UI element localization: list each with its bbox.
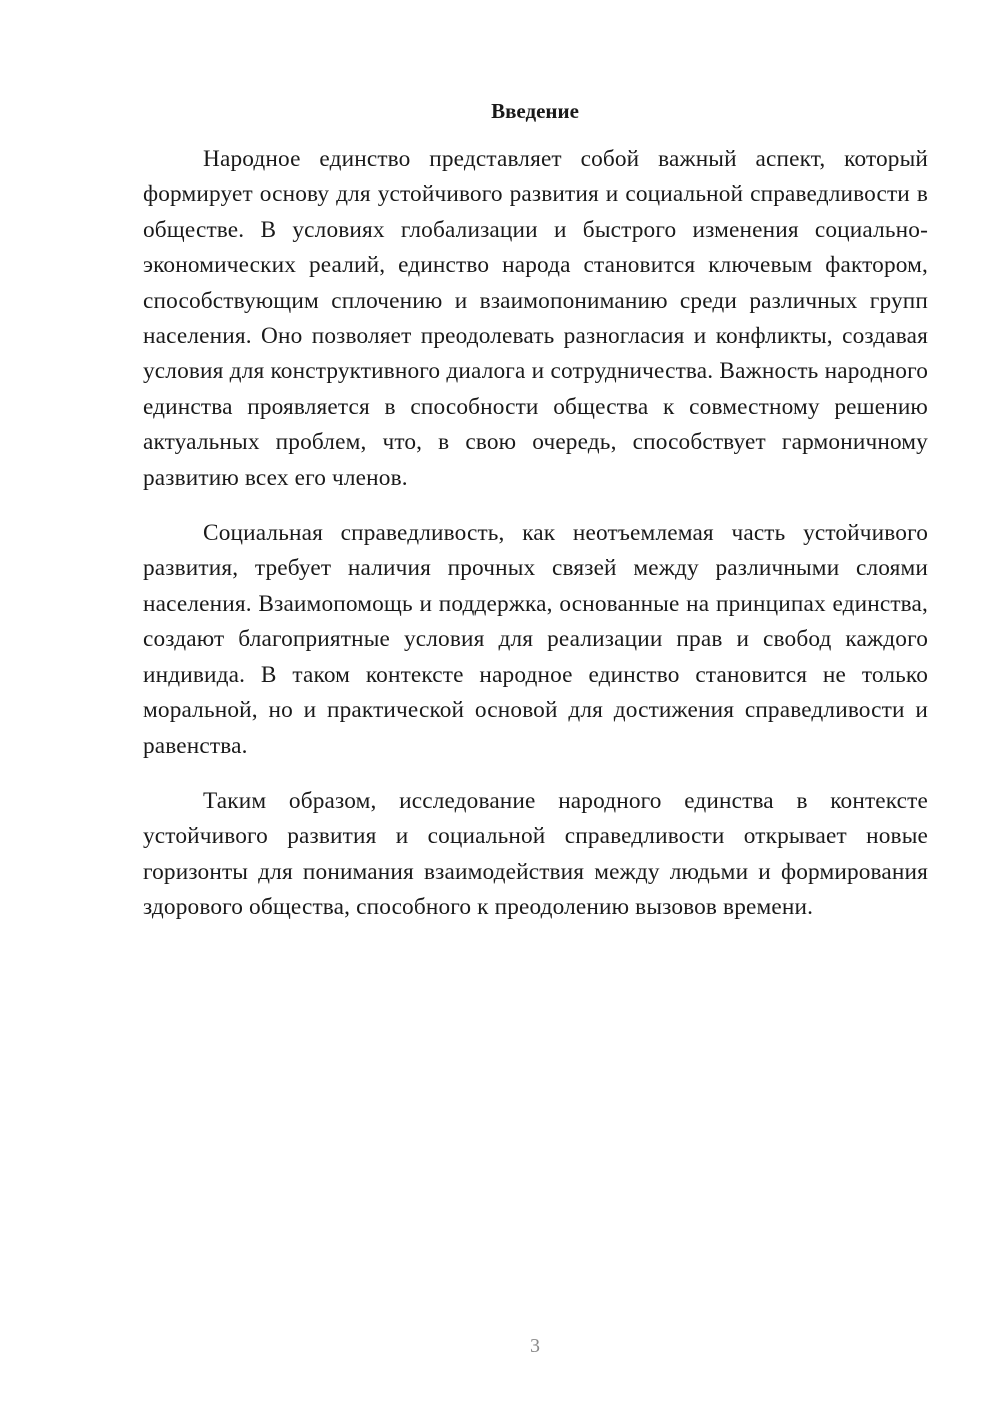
paragraph-intro: Народное единство представляет собой важный аспект, который формирует основу для устойчивого развития и социальной справедливости в обществе. В условиях глобализации и быстрого изменения социально-экономических реалий, единство народа становится ключевым фактором, способствующим сплочению и взаимопониманию среди различных групп населения. Оно позволяет преодолевать разногласия и конфликты, создавая условия для конструктивного диалога и сотрудничества. Важность народного единства проявляется в способности общества к совместному решению актуальных проблем, что, в свою очередь, способствует гармоничному развитию всех его членов. bbox=[143, 146, 928, 491]
page-number: 3 bbox=[530, 1335, 540, 1357]
body-text bbox=[143, 142, 928, 926]
paragraph-conclusion: Таким образом, исследование народного единства в контексте устойчивого развития и социальной справедливости открывает новые горизонты для понимания взаимодействия между людьми и формирования здорового общества, способного к преодолению вызовов времени. bbox=[143, 787, 928, 921]
section-title: Введение bbox=[491, 99, 579, 123]
paragraph-social-justice: Социальная справедливость, как неотъемлемая часть устойчивого развития, требует наличия прочных связей между различными слоями населения. Взаимопомощь и поддержка, основанные на принципах единства, создают благоприятные условия для реализации прав и свобод каждого индивида. В таком контексте народное единство становится не только моральной, но и практической основой для достижения справедливости и равенства. bbox=[143, 520, 928, 759]
